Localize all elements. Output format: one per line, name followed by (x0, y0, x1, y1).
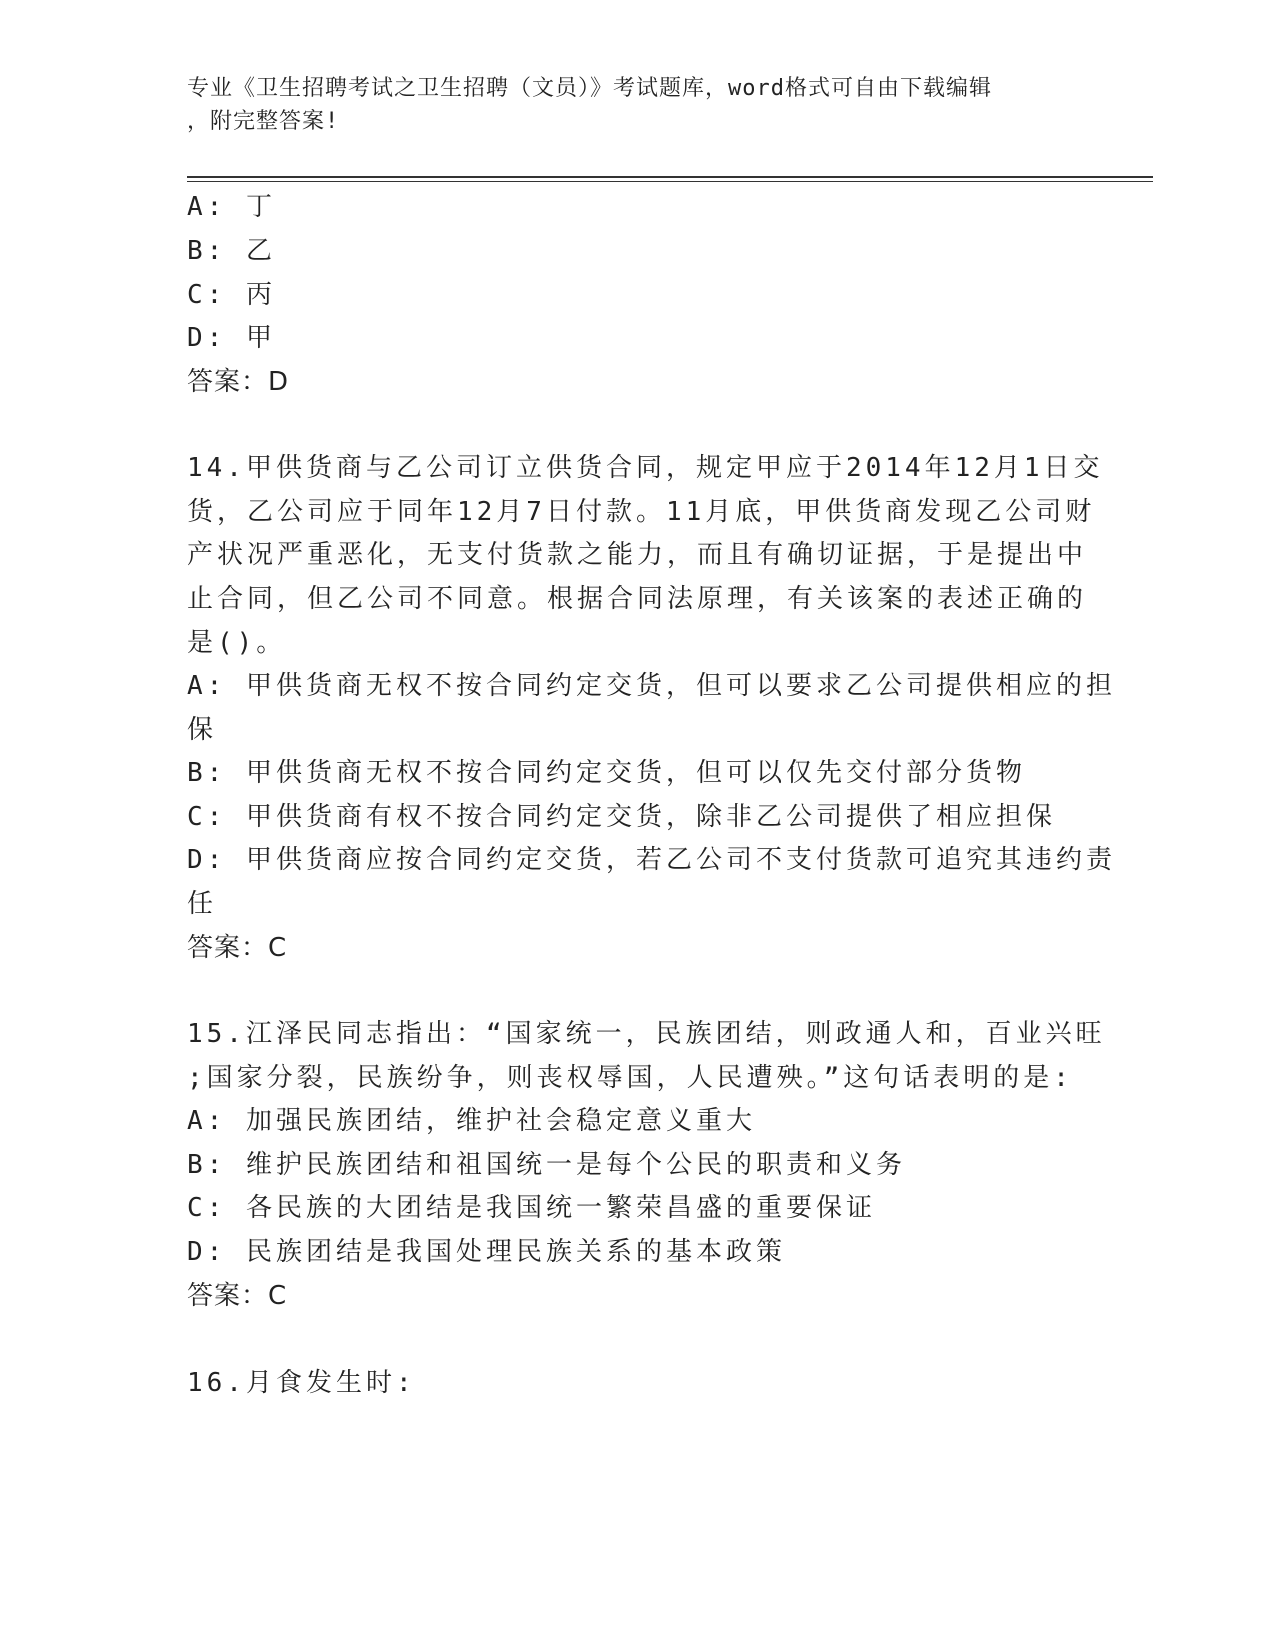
option-b: B: 维护民族团结和祖国统一是每个公民的职责和义务 (187, 1150, 906, 1180)
answer: 答案：C (187, 933, 288, 963)
option-b: B: 乙 (187, 236, 276, 266)
option-a: A: 丁 (187, 192, 276, 222)
option-b: B: 甲供货商无权不按合同约定交货，但可以仅先交付部分货物 (187, 758, 1026, 788)
answer: 答案：D (187, 367, 290, 397)
option-a-continued: 保 (187, 715, 218, 745)
header-divider (187, 176, 1153, 178)
question-stem-line: ;国家分裂，民族纷争，则丧权辱国，人民遭殃。”这句话表明的是: (187, 1063, 1073, 1093)
option-c: C: 各民族的大团结是我国统一繁荣昌盛的重要保证 (187, 1193, 876, 1223)
header-divider-thin (187, 181, 1153, 182)
option-a: A: 甲供货商无权不按合同约定交货，但可以要求乙公司提供相应的担 (187, 671, 1116, 701)
option-d: D: 民族团结是我国处理民族关系的基本政策 (187, 1237, 786, 1267)
option-d: D: 甲 (187, 323, 276, 353)
option-c: C: 甲供货商有权不按合同约定交货，除非乙公司提供了相应担保 (187, 802, 1056, 832)
question-stem-line: 止合同，但乙公司不同意。根据合同法原理，有关该案的表述正确的 (187, 584, 1088, 614)
question-stem-line: 是()。 (187, 628, 287, 658)
header-line: 专业《卫生招聘考试之卫生招聘（文员）》考试题库，word格式可自由下载编辑 (187, 76, 992, 101)
question-stem-line: 16.月食发生时: (187, 1368, 416, 1398)
option-d-continued: 任 (187, 889, 218, 919)
document-header (187, 72, 1087, 138)
option-a: A: 加强民族团结，维护社会稳定意义重大 (187, 1106, 756, 1136)
option-c: C: 丙 (187, 280, 276, 310)
option-d: D: 甲供货商应按合同约定交货，若乙公司不支付货款可追究其违约责 (187, 845, 1116, 875)
question-stem-line: 产状况严重恶化，无支付货款之能力，而且有确切证据，于是提出中 (187, 540, 1088, 570)
question-stem-line: 14.甲供货商与乙公司订立供货合同，规定甲应于2014年12月1日交 (187, 453, 1104, 483)
answer: 答案：C (187, 1281, 288, 1311)
question-stem-line: 货，乙公司应于同年12月7日付款。11月底，甲供货商发现乙公司财 (187, 497, 1096, 527)
question-stem-line: 15.江泽民同志指出：“国家统一，民族团结，则政通人和，百业兴旺 (187, 1019, 1106, 1049)
header-line: ，附完整答案! (187, 109, 340, 134)
